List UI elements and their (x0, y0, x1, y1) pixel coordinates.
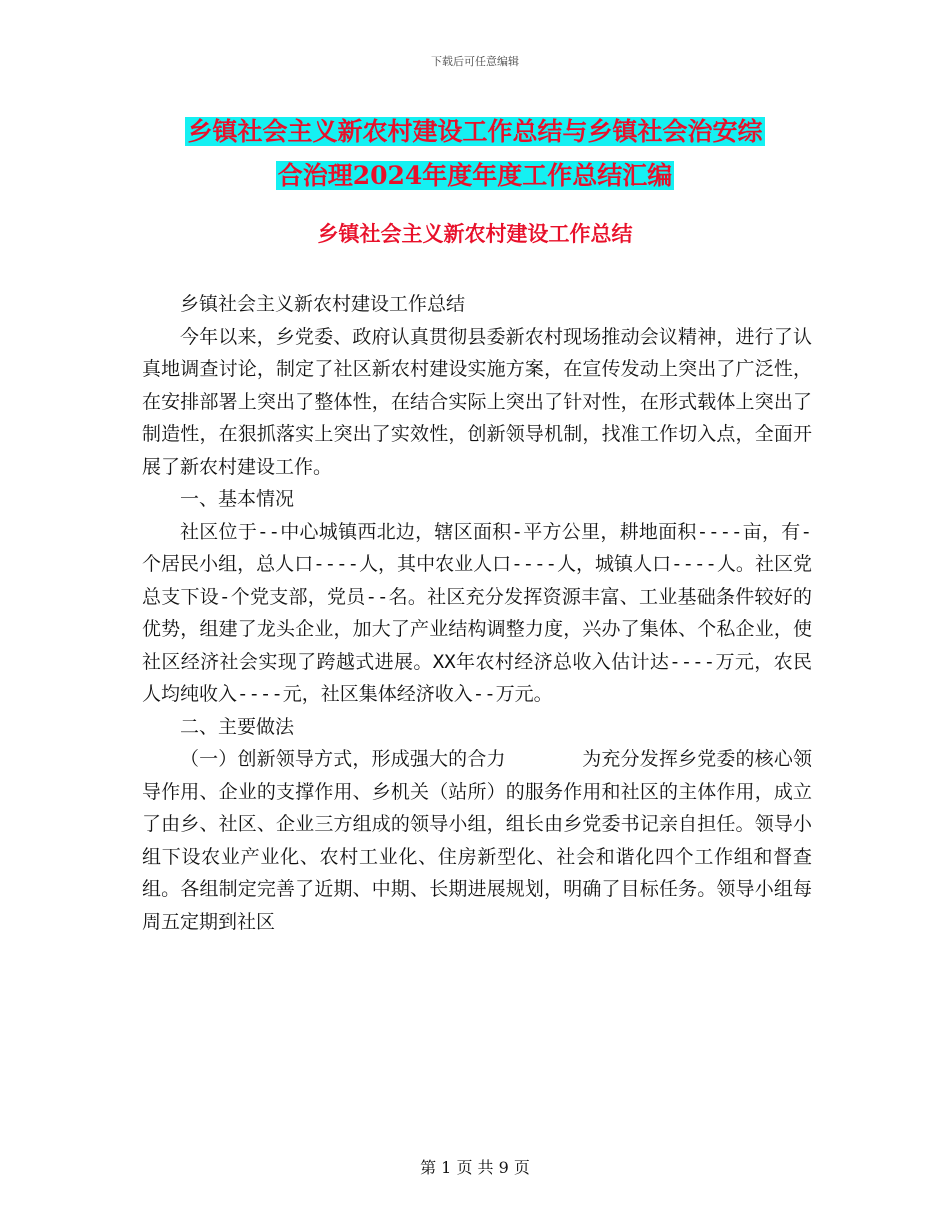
page-footer: 第 1 页 共 9 页 (420, 1158, 530, 1177)
document-title (0, 110, 950, 198)
paragraph-leadership: （一）创新领导方式，形成强大的合力 为充分发挥乡党委的核心领导作用、企业的支撑作用、乡机关（站所）的服务作用和社区的主体作用，成立了由乡、社区、企业三方组成的领导小组，组长由乡党委书记亲自担任。领导小组下设农业产业化、农村工业化、住房新型化、社会和谐化四个工作组和督查组。各组制定完善了近期、中期、长期进展规划，明确了目标任务。领导小组每周五定期到社区 (142, 748, 812, 933)
paragraph-intro: 今年以来，乡党委、政府认真贯彻县委新农村现场推动会议精神，进行了认真地调查讨论，制定了社区新农村建设实施方案，在宣传发动上突出了广泛性，在安排部署上突出了整体性，在结合实际上突出了针对性，在形式载体上突出了制造性，在狠抓落实上突出了实效性，创新领导机制，找准工作切入点，全面开展了新农村建设工作。 (142, 325, 812, 478)
body-text (142, 288, 812, 938)
heading-basic-situation: 一、基本情况 (180, 488, 295, 510)
section-title: 乡镇社会主义新农村建设工作总结 (317, 221, 633, 246)
title-line-1: 乡镇社会主义新农村建设工作总结与乡镇社会治安综 (187, 117, 763, 146)
heading-main-practices: 二、主要做法 (180, 715, 295, 738)
title-line-2: 合治理2024年度年度工作总结汇编 (277, 161, 673, 190)
paragraph-subtitle: 乡镇社会主义新农村建设工作总结 (180, 293, 466, 315)
header-note: 下载后可任意编辑 (431, 55, 519, 68)
paragraph-basic-situation: 社区位于--中心城镇西北边，辖区面积-平方公里，耕地面积----亩，有-个居民小组，总人口----人，其中农业人口----人，城镇人口----人。社区党总支下设-个党支部，党员--名。社区充分发挥资源丰富、工业基础条件较好的优势，组建了龙头企业，加大了产业结构调整力度，兴办了集体、个私企业，使社区经济社会实现了跨越式进展。XX年农村经济总收入估计达----万元，农民人均纯收入----元，社区集体经济收入--万元。 (142, 520, 812, 705)
